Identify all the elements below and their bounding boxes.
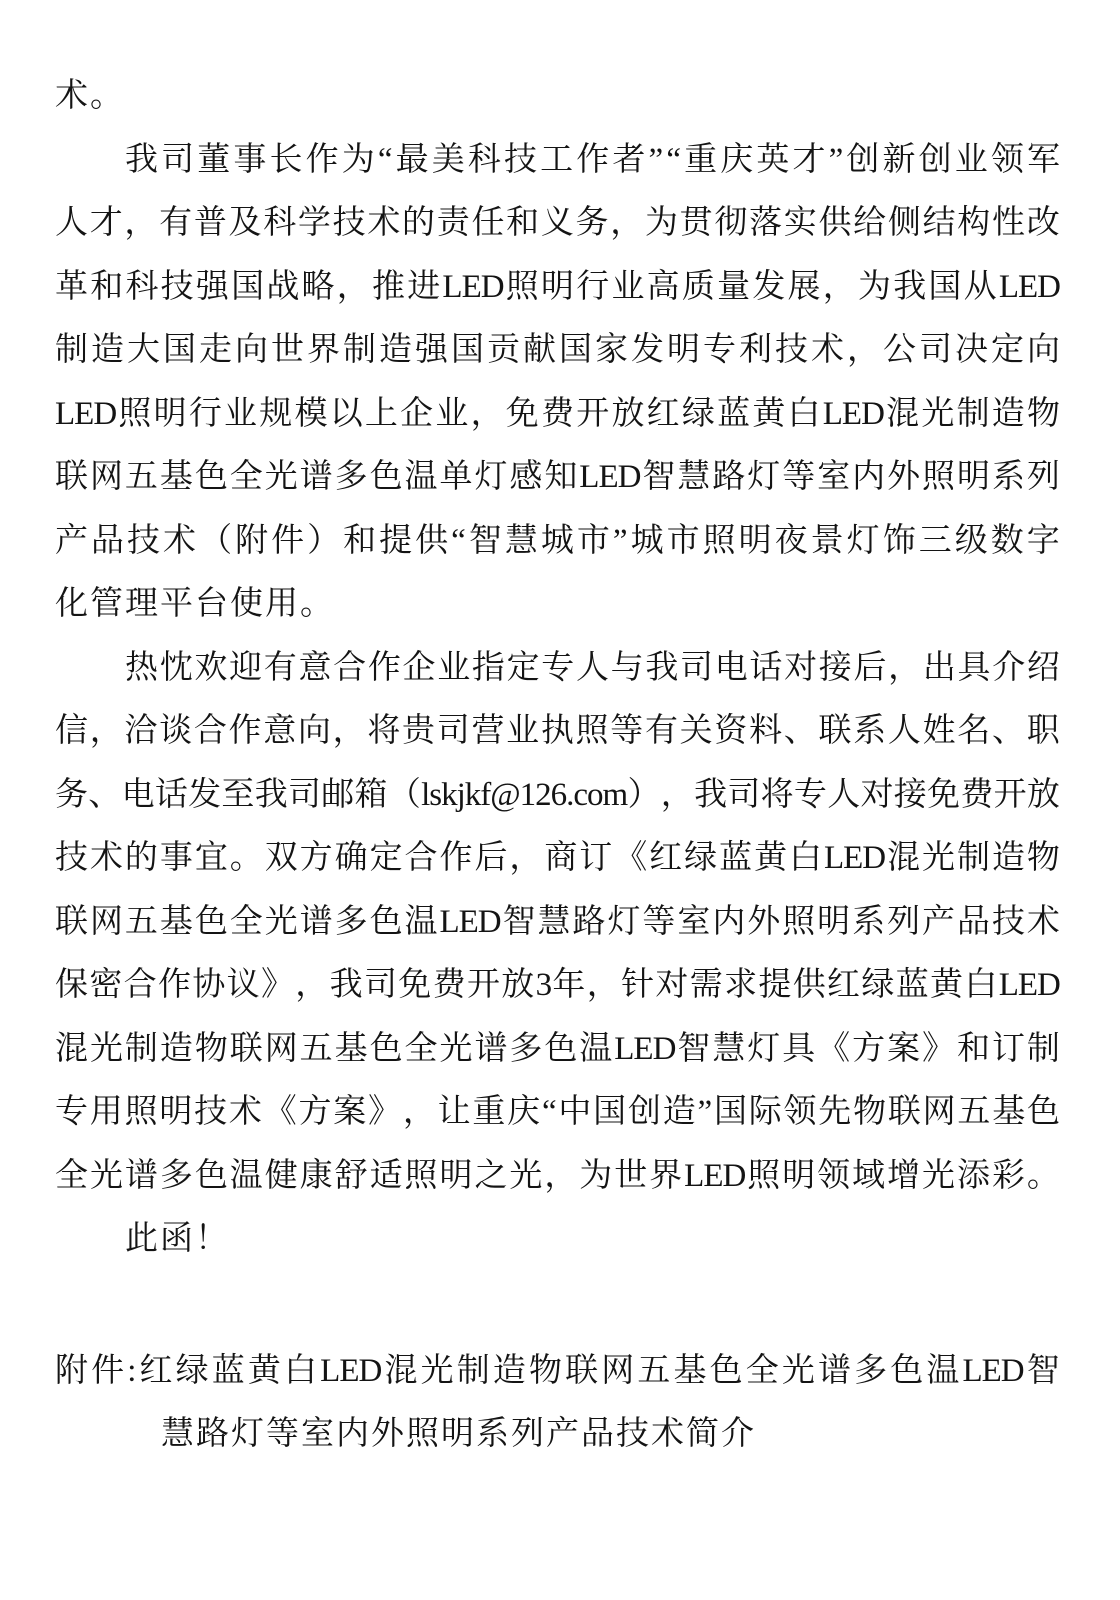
attachment-line: 慧路灯等室内外照明系列产品技术简介 — [161, 1416, 756, 1452]
paragraph-line: 联 网 五 基 色 全 光 谱 多 色 温 单 灯 感 知 LED 智 慧 路 灯 等 室 内 外 照 明 系 列 — [55, 459, 1060, 495]
paragraph-line: 全 光 谱 多 色 温 健 康 舒 适 照 明 之 光 ， 为 世 界 LED 照 明 领 域 增 光 添 彩 。 — [55, 1157, 1060, 1194]
paragraph-line: 我 司 董 事 长 作 为 “ 最 美 科 技 工 作 者 ” “ 重 庆 英 才 ” 创 新 创 业 领 军 — [125, 141, 1060, 178]
paragraph-continuation-line: 术。 — [55, 78, 125, 114]
paragraph-line: 产 品 技 术 （ 附 件 ） 和 提 供 “ 智 慧 城 市 ” 城 市 照 明 夜 景 灯 饰 三 级 数 字 — [55, 522, 1060, 559]
paragraph-line: 保 密 合 作 协 议 》 ， 我 司 免 费 开 放 3 年 ， 针 对 需 求 提 供 红 绿 蓝 黄 白 LED — [55, 967, 1060, 1003]
paragraph-line: 热 忱 欢 迎 有 意 合 作 企 业 指 定 专 人 与 我 司 电 话 对 接 后 ， 出 具 介 绍 — [125, 649, 1060, 686]
paragraph-1 — [55, 129, 1060, 637]
paragraph-line: 专 用 照 明 技 术 《 方 案 》 ， 让 重 庆 “ 中 国 创 造 ” 国 际 领 先 物 联 网 五 基 色 — [55, 1094, 1060, 1130]
paragraph-2 — [55, 637, 1060, 1209]
paragraph-line: 制 造 大 国 走 向 世 界 制 造 强 国 贡 献 国 家 发 明 专 利 技 术 ， 公 司 决 定 向 — [55, 332, 1060, 368]
letter-page — [55, 65, 1060, 1467]
paragraph-line: 技 术 的 事 宜 。 双 方 确 定 合 作 后 ， 商 订 《 红 绿 蓝 黄 白 LED 混 光 制 造 物 — [55, 840, 1060, 876]
paragraph-line: 革 和 科 技 强 国 战 略 ， 推 进 LED 照 明 行 业 高 质 量 发 展 ， 为 我 国 从 LED — [55, 268, 1060, 305]
paragraph-line: 信 ， 洽 谈 合 作 意 向 ， 将 贵 司 营 业 执 照 等 有 关 资 料 、 联 系 人 姓 名 、 职 — [55, 713, 1060, 749]
attachment-note — [55, 1340, 1060, 1467]
paragraph-line: 化管理平台使用。 — [55, 586, 335, 622]
paragraph-line: 联 网 五 基 色 全 光 谱 多 色 温 LED 智 慧 路 灯 等 室 内 外 照 明 系 列 产 品 技 术 — [55, 903, 1060, 940]
closing-line: 此函！ — [125, 1221, 230, 1257]
paragraph-line email-line: 务 、 电 话 发 至 我 司 邮 箱 （ lskjkf@126.com ） ， 我 司 将 专 人 对 接 免 费 开 放 — [55, 776, 1060, 813]
paragraph-line: 人 才 ， 有 普 及 科 学 技 术 的 责 任 和 义 务 ， 为 贯 彻 落 实 供 给 侧 结 构 性 改 — [55, 205, 1060, 241]
paragraph-line: 混 光 制 造 物 联 网 五 基 色 全 光 谱 多 色 温 LED 智 慧 灯 具 《 方 案 》 和 订 制 — [55, 1030, 1060, 1067]
attachment-line: 附 件 : 红 绿 蓝 黄 白 LED 混 光 制 造 物 联 网 五 基 色 全 光 谱 多 色 温 LED 智 — [55, 1352, 1060, 1389]
paragraph-line: LED 照 明 行 业 规 模 以 上 企 业 ， 免 费 开 放 红 绿 蓝 黄 白 LED 混 光 制 造 物 — [55, 395, 1060, 432]
